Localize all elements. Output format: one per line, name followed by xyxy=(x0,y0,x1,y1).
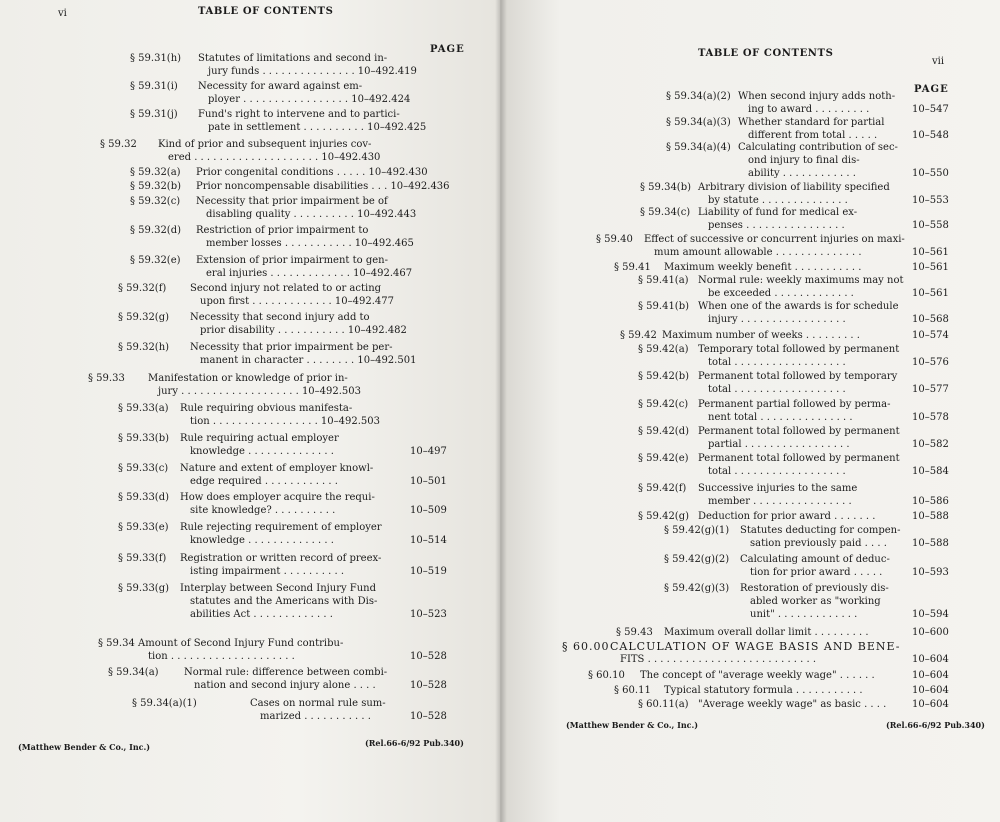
toc-entry xyxy=(500,274,1000,301)
toc-entry-title: Restriction of prior impairment to xyxy=(196,225,369,236)
toc-section-number: § 59.33(e) xyxy=(118,522,169,533)
toc-entry xyxy=(500,482,1000,509)
toc-entry-title: Deduction for prior award . . . . . . . xyxy=(698,511,876,522)
toc-page-number: 10–594 xyxy=(912,609,949,620)
toc-entry-title: The concept of "average weekly wage" . . . . . . xyxy=(640,670,875,681)
toc-section-number: § 59.42(e) xyxy=(638,453,689,464)
toc-section-number: § 59.42(g)(3) xyxy=(664,583,730,594)
toc-entry-title: Permanent total followed by permanent xyxy=(698,453,900,464)
toc-section-number: § 59.33(d) xyxy=(118,492,170,503)
toc-entry-continuation: ond injury to final dis- xyxy=(748,155,860,166)
toc-entry xyxy=(0,521,500,548)
page-header: TABLE OF CONTENTS xyxy=(198,6,334,17)
toc-section-number: § 59.33(g) xyxy=(118,583,170,594)
toc-entry-continuation: statutes and the Americans with Dis- xyxy=(190,596,378,607)
toc-entry-continuation: eral injuries . . . . . . . . . . . . . 10–492.467 xyxy=(206,268,413,279)
toc-entry-continuation: site knowledge? . . . . . . . . . . xyxy=(190,505,336,516)
toc-entry xyxy=(500,582,1000,622)
toc-section-number: § 59.43 xyxy=(616,627,653,638)
toc-entry xyxy=(500,553,1000,580)
toc-section-number: § 59.33(a) xyxy=(118,403,169,414)
toc-section-number: § 59.42(a) xyxy=(638,344,689,355)
toc-page-number: 10–577 xyxy=(912,384,949,395)
toc-entry-continuation: jury . . . . . . . . . . . . . . . . . . . 10–492.503 xyxy=(158,386,362,397)
toc-entry-title: Prior noncompensable disabilities . . . 10–492.436 xyxy=(196,181,450,192)
toc-entry xyxy=(0,402,500,429)
toc-entry-title: Necessity that prior impairment be per- xyxy=(190,342,393,353)
toc-entry-title: Statutes deducting for compen- xyxy=(740,525,901,536)
toc-section-number: § 59.41(a) xyxy=(638,275,689,286)
toc-entry-continuation: manent in character . . . . . . . . 10–492.501 xyxy=(200,355,417,366)
toc-page-number: 10–588 xyxy=(912,538,949,549)
toc-entry-continuation: sation previously paid . . . . xyxy=(750,538,887,549)
toc-section-number: § 59.33(b) xyxy=(118,433,170,444)
toc-entry-title: Arbitrary division of liability specified xyxy=(698,182,890,193)
toc-section-number: § 59.34(c) xyxy=(640,207,691,218)
toc-section-number: § 59.33(c) xyxy=(118,463,169,474)
toc-entry-title: Effect of successive or concurrent injuries on maxi- xyxy=(644,234,905,245)
toc-section-number: § 59.41 xyxy=(614,262,651,273)
toc-entry-title: Successive injuries to the same xyxy=(698,483,858,494)
toc-entry-title: Cases on normal rule sum- xyxy=(250,698,386,709)
toc-entry xyxy=(0,52,500,79)
toc-entry-title: Calculating amount of deduc- xyxy=(740,554,890,565)
toc-entry-continuation: ing to award . . . . . . . . . xyxy=(748,104,870,115)
toc-entry-title: Normal rule: difference between combi- xyxy=(184,667,388,678)
toc-entry-continuation: jury funds . . . . . . . . . . . . . . . 10–492.419 xyxy=(208,66,417,77)
toc-entry-continuation: different from total . . . . . xyxy=(748,130,878,141)
toc-entry-continuation: prior disability . . . . . . . . . . . 10–492.482 xyxy=(200,325,407,336)
toc-entry-title: Prior congenital conditions . . . . . 10–492.430 xyxy=(196,167,428,178)
toc-section-number: § 59.32(f) xyxy=(118,283,167,294)
toc-entry xyxy=(0,637,500,664)
toc-section-number: § 59.34(a)(2) xyxy=(666,91,731,102)
toc-entry-continuation: tion . . . . . . . . . . . . . . . . . . . . xyxy=(148,651,295,662)
toc-entry xyxy=(0,311,500,338)
toc-entry xyxy=(500,233,1000,260)
toc-entry-title: Necessity that prior impairment be of xyxy=(196,196,388,207)
toc-entry-title: How does employer acquire the requi- xyxy=(180,492,375,503)
toc-entry xyxy=(0,224,500,251)
toc-entry-title: Maximum weekly benefit . . . . . . . . . . . xyxy=(664,262,862,273)
toc-entry xyxy=(0,491,500,518)
toc-entry-continuation: knowledge . . . . . . . . . . . . . . xyxy=(190,535,334,546)
toc-entry-continuation: FITS . . . . . . . . . . . . . . . . . . . . . . . . . . . xyxy=(620,654,817,665)
toc-section-number: § 59.32(c) xyxy=(130,196,181,207)
release-footer: (Rel.66-6/92 Pub.340) xyxy=(886,720,985,730)
toc-section-number: § 59.42(f) xyxy=(638,483,687,494)
toc-entry xyxy=(500,452,1000,479)
toc-entry xyxy=(0,138,500,165)
toc-section-number: § 59.32(b) xyxy=(130,181,182,192)
toc-section-number: § 59.42(g)(1) xyxy=(664,525,730,536)
toc-entry-title: Maximum overall dollar limit . . . . . . . . . xyxy=(664,627,869,638)
toc-entry-continuation: unit" . . . . . . . . . . . . . xyxy=(750,609,858,620)
toc-entry-continuation: partial . . . . . . . . . . . . . . . . . xyxy=(708,439,850,450)
toc-entry-continuation: isting impairment . . . . . . . . . . xyxy=(190,566,345,577)
toc-entry-title: Extension of prior impairment to gen- xyxy=(196,255,388,266)
toc-page-number: 10–519 xyxy=(410,566,447,577)
toc-entry-continuation: total . . . . . . . . . . . . . . . . . . xyxy=(708,466,846,477)
toc-entry xyxy=(0,666,500,693)
toc-page-number: 10–501 xyxy=(410,476,447,487)
toc-page-number: 10–497 xyxy=(410,446,447,457)
toc-page-number: 10–528 xyxy=(410,680,447,691)
toc-entry xyxy=(0,195,500,222)
toc-entry xyxy=(0,372,500,399)
toc-section-number: § 60.11(a) xyxy=(638,699,689,710)
toc-entry xyxy=(0,552,500,579)
toc-entry-title: Registration or written record of preex- xyxy=(180,553,382,564)
toc-entry-continuation: upon first . . . . . . . . . . . . . 10–492.477 xyxy=(200,296,394,307)
toc-entry xyxy=(500,141,1000,181)
toc-entry xyxy=(500,90,1000,117)
toc-section-number: § 59.41(b) xyxy=(638,301,690,312)
book-gutter xyxy=(495,0,507,822)
page-column-label: PAGE xyxy=(914,84,949,95)
toc-page-number: 10–586 xyxy=(912,496,949,507)
toc-entry-title: Permanent total followed by permanent xyxy=(698,426,900,437)
toc-entry-title: Permanent partial followed by perma- xyxy=(698,399,891,410)
toc-entry xyxy=(500,206,1000,233)
toc-page-number: 10–593 xyxy=(912,567,949,578)
toc-entry-title: Rule requiring actual employer xyxy=(180,433,339,444)
toc-section-number: § 59.33(f) xyxy=(118,553,167,564)
toc-entry-title: Nature and extent of employer knowl- xyxy=(180,463,374,474)
toc-page-number: 10–604 xyxy=(912,670,949,681)
toc-section-number: § 59.42(g)(2) xyxy=(664,554,730,565)
toc-entry-continuation: injury . . . . . . . . . . . . . . . . . xyxy=(708,314,846,325)
toc-entry xyxy=(500,425,1000,452)
toc-page-number: 10–604 xyxy=(912,699,949,710)
toc-entry-title: Permanent total followed by temporary xyxy=(698,371,898,382)
toc-entry-title: CALCULATION OF WAGE BASIS AND BENE- xyxy=(610,640,901,653)
right-page xyxy=(500,0,1000,822)
toc-entry-title: Restoration of previously dis- xyxy=(740,583,889,594)
toc-entry-title: Necessity that second injury add to xyxy=(190,312,370,323)
toc-section-number: § 59.40 xyxy=(596,234,633,245)
publisher-footer: (Matthew Bender & Co., Inc.) xyxy=(18,742,151,752)
toc-entry xyxy=(0,254,500,281)
toc-page-number: 10–547 xyxy=(912,104,949,115)
toc-entry-title: When one of the awards is for schedule xyxy=(698,301,899,312)
toc-section-number: § 60.11 xyxy=(614,685,651,696)
toc-entry-continuation: ployer . . . . . . . . . . . . . . . . . 10–492.424 xyxy=(208,94,411,105)
toc-page-number: 10–561 xyxy=(912,288,949,299)
toc-section-number: § 59.34 xyxy=(98,638,135,649)
toc-section-number: § 60.10 xyxy=(588,670,625,681)
toc-entry xyxy=(0,80,500,107)
toc-entry-title: Rule rejecting requirement of employer xyxy=(180,522,382,533)
toc-section-number: § 59.31(h) xyxy=(130,53,182,64)
toc-entry-continuation: knowledge . . . . . . . . . . . . . . xyxy=(190,446,334,457)
toc-entry-continuation: ability . . . . . . . . . . . . xyxy=(748,168,856,179)
toc-entry xyxy=(0,462,500,489)
toc-entry-continuation: mum amount allowable . . . . . . . . . . . . . . xyxy=(654,247,862,258)
toc-page-number: 10–576 xyxy=(912,357,949,368)
toc-entry-title: Typical statutory formula . . . . . . . . . . . xyxy=(664,685,863,696)
toc-entry-continuation: abilities Act . . . . . . . . . . . . . xyxy=(190,609,333,620)
toc-entry-title: Fund's right to intervene and to partici- xyxy=(198,109,400,120)
toc-entry-continuation: member . . . . . . . . . . . . . . . . xyxy=(708,496,852,507)
toc-entry-title: Rule requiring obvious manifesta- xyxy=(180,403,353,414)
toc-entry xyxy=(500,181,1000,208)
toc-page-number: 10–588 xyxy=(912,511,949,522)
toc-entry-title: Statutes of limitations and second in- xyxy=(198,53,388,64)
toc-entry xyxy=(0,341,500,368)
toc-section-number: § 59.32(d) xyxy=(130,225,182,236)
toc-entry xyxy=(0,108,500,135)
page-column-label: PAGE xyxy=(430,44,465,55)
toc-page-number: 10–561 xyxy=(912,247,949,258)
toc-section-number: § 59.34(a)(4) xyxy=(666,142,731,153)
toc-entry-continuation: by statute . . . . . . . . . . . . . . xyxy=(708,195,848,206)
toc-entry-title: "Average weekly wage" as basic . . . . xyxy=(698,699,887,710)
toc-section-number: § 60.00 xyxy=(562,640,610,653)
toc-entry-title: Whether standard for partial xyxy=(738,117,885,128)
toc-page-number: 10–574 xyxy=(912,330,949,341)
toc-entry xyxy=(500,640,1000,667)
toc-page-number: 10–548 xyxy=(912,130,949,141)
toc-page-number: 10–584 xyxy=(912,466,949,477)
toc-entry xyxy=(500,343,1000,370)
toc-page-number: 10–550 xyxy=(912,168,949,179)
toc-entry-continuation: total . . . . . . . . . . . . . . . . . . xyxy=(708,357,846,368)
toc-entry-continuation: be exceeded . . . . . . . . . . . . . xyxy=(708,288,854,299)
toc-entry-title: Calculating contribution of sec- xyxy=(738,142,898,153)
toc-entry-title: Maximum number of weeks . . . . . . . . . xyxy=(662,330,860,341)
toc-entry-continuation: tion . . . . . . . . . . . . . . . . . 10–492.503 xyxy=(190,416,381,427)
toc-entry xyxy=(500,116,1000,143)
toc-entry xyxy=(500,524,1000,551)
toc-page-number: 10–582 xyxy=(912,439,949,450)
toc-entry-title: Amount of Second Injury Fund contribu- xyxy=(138,638,344,649)
toc-section-number: § 59.31(j) xyxy=(130,109,178,120)
toc-entry xyxy=(0,582,500,622)
toc-entry-continuation: marized . . . . . . . . . . . xyxy=(260,711,371,722)
toc-entry xyxy=(500,398,1000,425)
toc-entry-title: Normal rule: weekly maximums may not xyxy=(698,275,904,286)
toc-section-number: § 59.34(b) xyxy=(640,182,692,193)
toc-entry-title: Second injury not related to or acting xyxy=(190,283,382,294)
toc-entry-continuation: nation and second injury alone . . . . xyxy=(194,680,376,691)
toc-entry-continuation: disabling quality . . . . . . . . . . 10–492.443 xyxy=(206,209,417,220)
toc-page-number: 10–604 xyxy=(912,685,949,696)
toc-page-number: 10–578 xyxy=(912,412,949,423)
toc-entry-continuation: nent total . . . . . . . . . . . . . . . xyxy=(708,412,853,423)
toc-entry-continuation: penses . . . . . . . . . . . . . . . . xyxy=(708,220,845,231)
toc-page-number: 10–553 xyxy=(912,195,949,206)
toc-entry-title: Liability of fund for medical ex- xyxy=(698,207,858,218)
page-number: vii xyxy=(932,56,945,67)
toc-section-number: § 59.32(h) xyxy=(118,342,170,353)
toc-entry-title: Temporary total followed by permanent xyxy=(698,344,900,355)
toc-entry-title: Manifestation or knowledge of prior in- xyxy=(148,373,348,384)
toc-section-number: § 59.42(g) xyxy=(638,511,690,522)
toc-entry-title: When second injury adds noth- xyxy=(738,91,896,102)
toc-section-number: § 59.33 xyxy=(88,373,125,384)
toc-entry-continuation: member losses . . . . . . . . . . . 10–492.465 xyxy=(206,238,414,249)
toc-entry-continuation: tion for prior award . . . . . xyxy=(750,567,883,578)
toc-page-number: 10–528 xyxy=(410,651,447,662)
toc-section-number: § 59.32(e) xyxy=(130,255,181,266)
toc-section-number: § 59.34(a) xyxy=(108,667,159,678)
toc-entry-continuation: abled worker as "working xyxy=(750,596,881,607)
toc-page-number: 10–509 xyxy=(410,505,447,516)
toc-page-number: 10–528 xyxy=(410,711,447,722)
toc-entry xyxy=(500,300,1000,327)
toc-entry xyxy=(500,370,1000,397)
toc-page-number: 10–514 xyxy=(410,535,447,546)
toc-entry-continuation: edge required . . . . . . . . . . . . xyxy=(190,476,338,487)
toc-page-number: 10–604 xyxy=(912,654,949,665)
toc-entry xyxy=(0,432,500,459)
publisher-footer: (Matthew Bender & Co., Inc.) xyxy=(566,720,699,730)
toc-entry xyxy=(0,282,500,309)
toc-entry-title: Interplay between Second Injury Fund xyxy=(180,583,377,594)
toc-entry-continuation: total . . . . . . . . . . . . . . . . . . xyxy=(708,384,846,395)
toc-section-number: § 59.42(b) xyxy=(638,371,690,382)
toc-page-number: 10–561 xyxy=(912,262,949,273)
page-header: TABLE OF CONTENTS xyxy=(698,48,834,59)
toc-section-number: § 59.34(a)(3) xyxy=(666,117,731,128)
release-footer: (Rel.66-6/92 Pub.340) xyxy=(365,738,464,748)
toc-page-number: 10–568 xyxy=(912,314,949,325)
toc-section-number: § 59.32(g) xyxy=(118,312,170,323)
toc-section-number: § 59.32 xyxy=(100,139,137,150)
toc-section-number: § 59.42(d) xyxy=(638,426,690,437)
toc-entry xyxy=(0,697,500,724)
toc-section-number: § 59.34(a)(1) xyxy=(132,698,197,709)
toc-entry-title: Necessity for award against em- xyxy=(198,81,363,92)
toc-entry-title: Kind of prior and subsequent injuries cov- xyxy=(158,139,372,150)
toc-page-number: 10–558 xyxy=(912,220,949,231)
toc-section-number: § 59.42(c) xyxy=(638,399,689,410)
toc-entry-continuation: pate in settlement . . . . . . . . . . 10–492.425 xyxy=(208,122,427,133)
toc-section-number: § 59.31(i) xyxy=(130,81,178,92)
toc-section-number: § 59.42 xyxy=(620,330,657,341)
toc-entry-continuation: ered . . . . . . . . . . . . . . . . . . . . 10–492.430 xyxy=(168,152,381,163)
toc-page-number: 10–600 xyxy=(912,627,949,638)
toc-page-number: 10–523 xyxy=(410,609,447,620)
page-number: vi xyxy=(58,8,67,19)
toc-section-number: § 59.32(a) xyxy=(130,167,181,178)
